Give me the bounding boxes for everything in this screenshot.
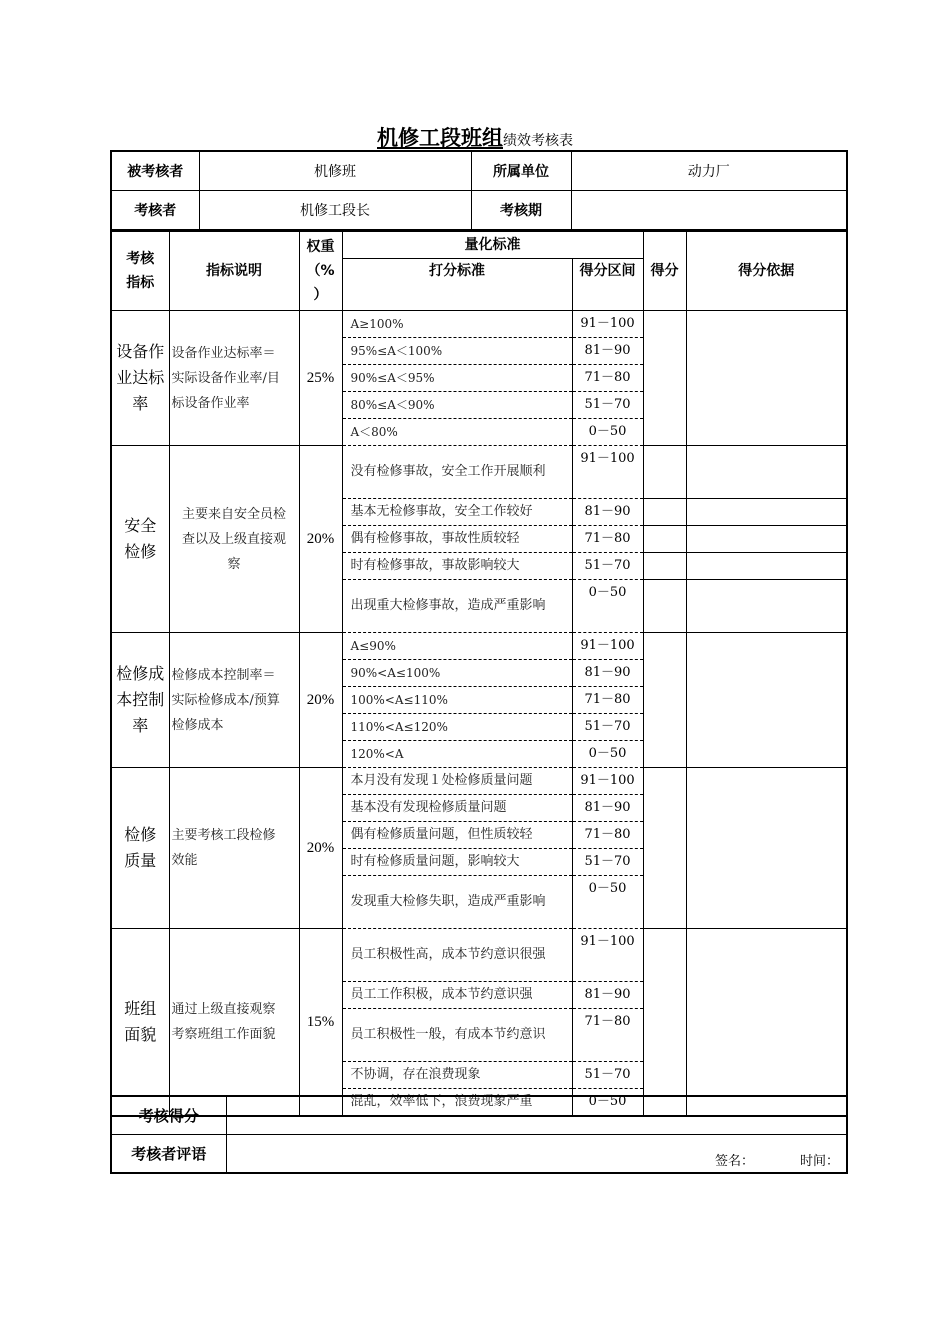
header-table (110, 150, 848, 231)
range-cell: 51－70 (572, 392, 643, 419)
table-row (111, 446, 847, 499)
description-cell: 通过上级直接观察 考察班组工作面貌 (169, 929, 299, 1117)
signature-label: 签名： (715, 1154, 755, 1169)
range-cell: 0－50 (572, 419, 643, 446)
time-label: 时间： (800, 1154, 840, 1169)
total-score-field[interactable] (226, 1096, 847, 1135)
criteria-cell: A＜80% (342, 419, 572, 446)
criteria-cell: 基本没有发现检修质量问题 (342, 795, 572, 822)
examinee-label: 被考核者 (111, 151, 199, 191)
range-cell: 51－70 (572, 849, 643, 876)
col-criteria-header: 打分标准 (342, 259, 572, 311)
range-cell: 91－100 (572, 633, 643, 660)
range-cell: 91－100 (572, 311, 643, 338)
basis-cell[interactable] (686, 311, 847, 446)
criteria-cell: 发现重大检修失职，造成严重影响 (342, 876, 572, 929)
col-weight-header: 权重 （% ） (299, 231, 342, 311)
weight-cell: 15% (299, 929, 342, 1117)
score-cell[interactable] (643, 526, 686, 553)
document-title (0, 122, 950, 152)
basis-cell[interactable] (686, 526, 847, 553)
table-row (111, 768, 847, 795)
basis-cell[interactable] (686, 633, 847, 768)
col-quant-header: 量化标准 (342, 231, 643, 259)
comment-label: 考核者评语 (111, 1135, 226, 1174)
basis-cell[interactable] (686, 553, 847, 580)
range-cell: 71－80 (572, 822, 643, 849)
criteria-cell: 90%≤A＜95% (342, 365, 572, 392)
description-cell: 主要考核工段检修 效能 (169, 768, 299, 929)
table-row (111, 311, 847, 338)
criteria-cell: 110%<A≤120% (342, 714, 572, 741)
indicator-cell: 设备作 业达标 率 (111, 311, 169, 446)
col-range-header: 得分区间 (572, 259, 643, 311)
score-cell[interactable] (643, 929, 686, 1117)
weight-cell: 25% (299, 311, 342, 446)
basis-cell[interactable] (686, 499, 847, 526)
range-cell: 71－80 (572, 365, 643, 392)
range-cell: 81－90 (572, 982, 643, 1009)
basis-cell[interactable] (686, 929, 847, 1117)
range-cell: 81－90 (572, 499, 643, 526)
col-description-header: 指标说明 (169, 231, 299, 311)
description-cell: 检修成本控制率＝ 实际检修成本/预算 检修成本 (169, 633, 299, 768)
criteria-cell: 员工积极性高，成本节约意识很强 (342, 929, 572, 982)
score-cell[interactable] (643, 633, 686, 768)
score-cell[interactable] (643, 311, 686, 446)
range-cell: 91－100 (572, 768, 643, 795)
basis-cell[interactable] (686, 580, 847, 633)
examinee-value: 机修班 (199, 151, 471, 191)
criteria-cell: 120%<A (342, 741, 572, 768)
range-cell: 91－100 (572, 929, 643, 982)
range-cell: 71－80 (572, 526, 643, 553)
range-cell: 81－90 (572, 660, 643, 687)
criteria-cell: 不协调，存在浪费现象 (342, 1062, 572, 1089)
criteria-cell: 偶有检修事故，事故性质较轻 (342, 526, 572, 553)
basis-cell[interactable] (686, 446, 847, 499)
criteria-cell: 员工工作积极，成本节约意识强 (342, 982, 572, 1009)
criteria-cell: 80%≤A＜90% (342, 392, 572, 419)
criteria-cell: 本月没有发现１处检修质量问题 (342, 768, 572, 795)
criteria-cell: 90%<A≤100% (342, 660, 572, 687)
weight-cell: 20% (299, 768, 342, 929)
weight-cell: 20% (299, 633, 342, 768)
criteria-cell: 员工积极性一般，有成本节约意识 (342, 1009, 572, 1062)
range-cell: 71－80 (572, 1009, 643, 1062)
criteria-cell: 偶有检修质量问题，但性质较轻 (342, 822, 572, 849)
range-cell: 0－50 (572, 876, 643, 929)
score-cell[interactable] (643, 553, 686, 580)
range-cell: 0－50 (572, 1089, 643, 1117)
indicator-cell: 检修 质量 (111, 768, 169, 929)
indicator-cell: 安全 检修 (111, 446, 169, 633)
range-cell: 71－80 (572, 687, 643, 714)
criteria-cell: 时有检修事故，事故影响较大 (342, 553, 572, 580)
period-value (571, 191, 847, 231)
criteria-cell: 基本无检修事故，安全工作较好 (342, 499, 572, 526)
criteria-cell: 100%<A≤110% (342, 687, 572, 714)
period-label: 考核期 (471, 191, 571, 231)
criteria-cell: A≤90% (342, 633, 572, 660)
range-cell: 91－100 (572, 446, 643, 499)
col-basis-header: 得分依据 (686, 231, 847, 311)
criteria-cell: 没有检修事故，安全工作开展顺利 (342, 446, 572, 499)
score-cell[interactable] (643, 446, 686, 499)
criteria-cell: 95%≤A＜100% (342, 338, 572, 365)
criteria-cell: A≥100% (342, 311, 572, 338)
range-cell: 0－50 (572, 741, 643, 768)
table-row (111, 633, 847, 660)
table-row (111, 929, 847, 982)
score-cell[interactable] (643, 580, 686, 633)
indicator-cell: 班组 面貌 (111, 929, 169, 1117)
score-cell[interactable] (643, 768, 686, 929)
criteria-cell: 出现重大检修事故，造成严重影响 (342, 580, 572, 633)
description-cell: 设备作业达标率＝ 实际设备作业率/目 标设备作业率 (169, 311, 299, 446)
weight-cell: 20% (299, 446, 342, 633)
title-sub: 绩效考核表 (503, 133, 573, 149)
range-cell: 51－70 (572, 553, 643, 580)
criteria-cell: 混乱，效率低下，浪费现象严重 (342, 1089, 572, 1117)
examiner-value: 机修工段长 (199, 191, 471, 231)
score-cell[interactable] (643, 499, 686, 526)
range-cell: 81－90 (572, 795, 643, 822)
col-indicator-header: 考核 指标 (111, 231, 169, 311)
indicator-cell: 检修成 本控制 率 (111, 633, 169, 768)
assessment-table (110, 230, 848, 1117)
col-score-header: 得分 (643, 231, 686, 311)
range-cell: 0－50 (572, 580, 643, 633)
title-main: 机修工段班组 (377, 125, 503, 150)
examiner-label: 考核者 (111, 191, 199, 231)
unit-value: 动力厂 (571, 151, 847, 191)
unit-label: 所属单位 (471, 151, 571, 191)
basis-cell[interactable] (686, 768, 847, 929)
total-score-label: 考核得分 (111, 1096, 226, 1135)
range-cell: 51－70 (572, 714, 643, 741)
description-cell: 主要来自安全员检 查以及上级直接观 察 (169, 446, 299, 633)
criteria-cell: 时有检修质量问题，影响较大 (342, 849, 572, 876)
range-cell: 51－70 (572, 1062, 643, 1089)
range-cell: 81－90 (572, 338, 643, 365)
